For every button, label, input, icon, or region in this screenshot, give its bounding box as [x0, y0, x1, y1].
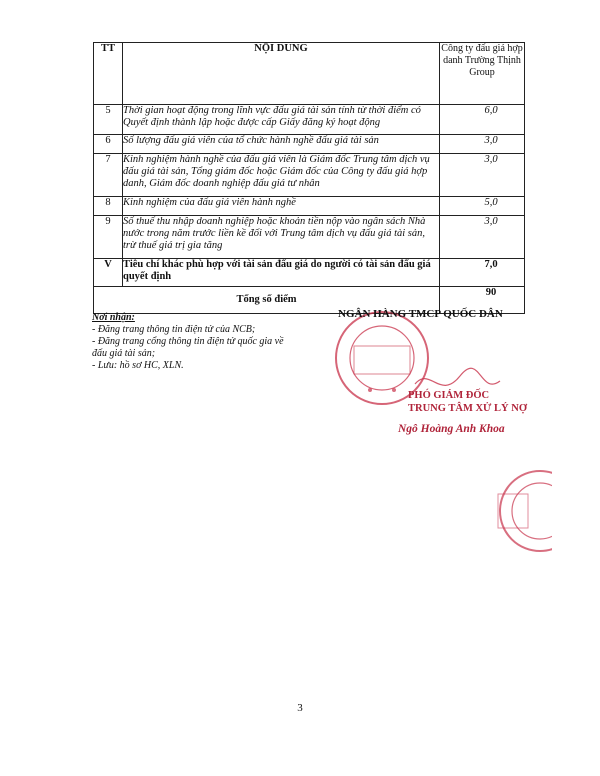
- signature-block: [320, 306, 528, 436]
- table-row: [94, 154, 525, 197]
- table-row: [94, 216, 525, 259]
- row-score-value: 5,0: [484, 197, 498, 208]
- recipient-line: - Lưu: hồ sơ HC, XLN.: [92, 360, 184, 371]
- row-tt: 8: [94, 197, 123, 216]
- row-score: [440, 197, 525, 216]
- row-content: Thời gian hoạt động trong lĩnh vực đấu giá tài sản tính từ thời điểm có Quyết định thành lập hoặc được cấp Giấy đăng ký hoạt động: [123, 105, 440, 135]
- signer-position-line2: TRUNG TÂM XỬ LÝ NỢ: [408, 403, 528, 414]
- table-row: [94, 197, 525, 216]
- row-score: [440, 259, 525, 287]
- row-tt: 5: [94, 105, 123, 135]
- row-score-value: 3,0: [484, 135, 498, 146]
- recipient-line: - Đăng trang thông tin điện tử của NCB;: [92, 324, 256, 335]
- row-score: [440, 135, 525, 154]
- total-label: Tổng số điểm: [94, 287, 440, 314]
- header-tt: TT: [94, 43, 123, 105]
- row-tt: 9: [94, 216, 123, 259]
- page-number: 3: [297, 702, 303, 714]
- header-company: Công ty đấu giá hợp danh Trường Thịnh Group: [440, 43, 525, 105]
- organization-name: NGÂN HÀNG TMCP QUỐC DÂN: [338, 308, 503, 320]
- row-tt: 6: [94, 135, 123, 154]
- row-tt: V: [94, 259, 123, 287]
- row-score-value: 7,0: [484, 259, 498, 270]
- signer-name: Ngô Hoàng Anh Khoa: [398, 423, 505, 435]
- row-score: [440, 154, 525, 197]
- row-score-value: 3,0: [484, 154, 498, 165]
- recipients-title: Nơi nhận:: [92, 312, 135, 323]
- recipients-block: [92, 312, 292, 372]
- header-content: NỘI DUNG: [123, 43, 440, 105]
- row-content: Số thuế thu nhập doanh nghiệp hoặc khoản tiền nộp vào ngân sách Nhà nước trong năm trước liền kề đối với Trung tâm dịch vụ đấu giá tài sản, trừ thuế giá trị gia tăng: [123, 216, 440, 259]
- row-score: [440, 216, 525, 259]
- signer-position-line1: PHÓ GIÁM ĐỐC: [408, 390, 490, 401]
- table-row: [94, 259, 525, 287]
- row-content: Kinh nghiệm của đấu giá viên hành nghề: [123, 197, 440, 216]
- table-header-row: [94, 43, 525, 105]
- scoring-table: [93, 42, 525, 314]
- recipient-line: - Đăng trang cổng thông tin điện tử quốc gia về đấu giá tài sản;: [92, 336, 284, 359]
- bank-seal: [320, 306, 520, 436]
- row-score: [440, 105, 525, 135]
- partial-seal-margin: [492, 466, 552, 556]
- total-score-value: 90: [485, 287, 497, 298]
- signer-position: [408, 389, 527, 415]
- row-content: Kinh nghiệm hành nghề của đấu giá viên là Giám đốc Trung tâm dịch vụ đấu giá tài sản, Tổng giám đốc hoặc Giám đốc của Công ty đấu giá hợp danh, Giám đốc doanh nghiệp đấu giá tư nhân: [123, 154, 440, 197]
- row-content: Tiêu chí khác phù hợp với tài sản đấu giá do người có tài sản đấu giá quyết định: [123, 259, 440, 287]
- row-score-value: 3,0: [484, 216, 498, 227]
- row-content: Số lượng đấu giá viên của tổ chức hành nghề đấu giá tài sản: [123, 135, 440, 154]
- table-row: [94, 135, 525, 154]
- row-score-value: 6,0: [484, 105, 498, 116]
- table-row: [94, 105, 525, 135]
- row-tt: 7: [94, 154, 123, 197]
